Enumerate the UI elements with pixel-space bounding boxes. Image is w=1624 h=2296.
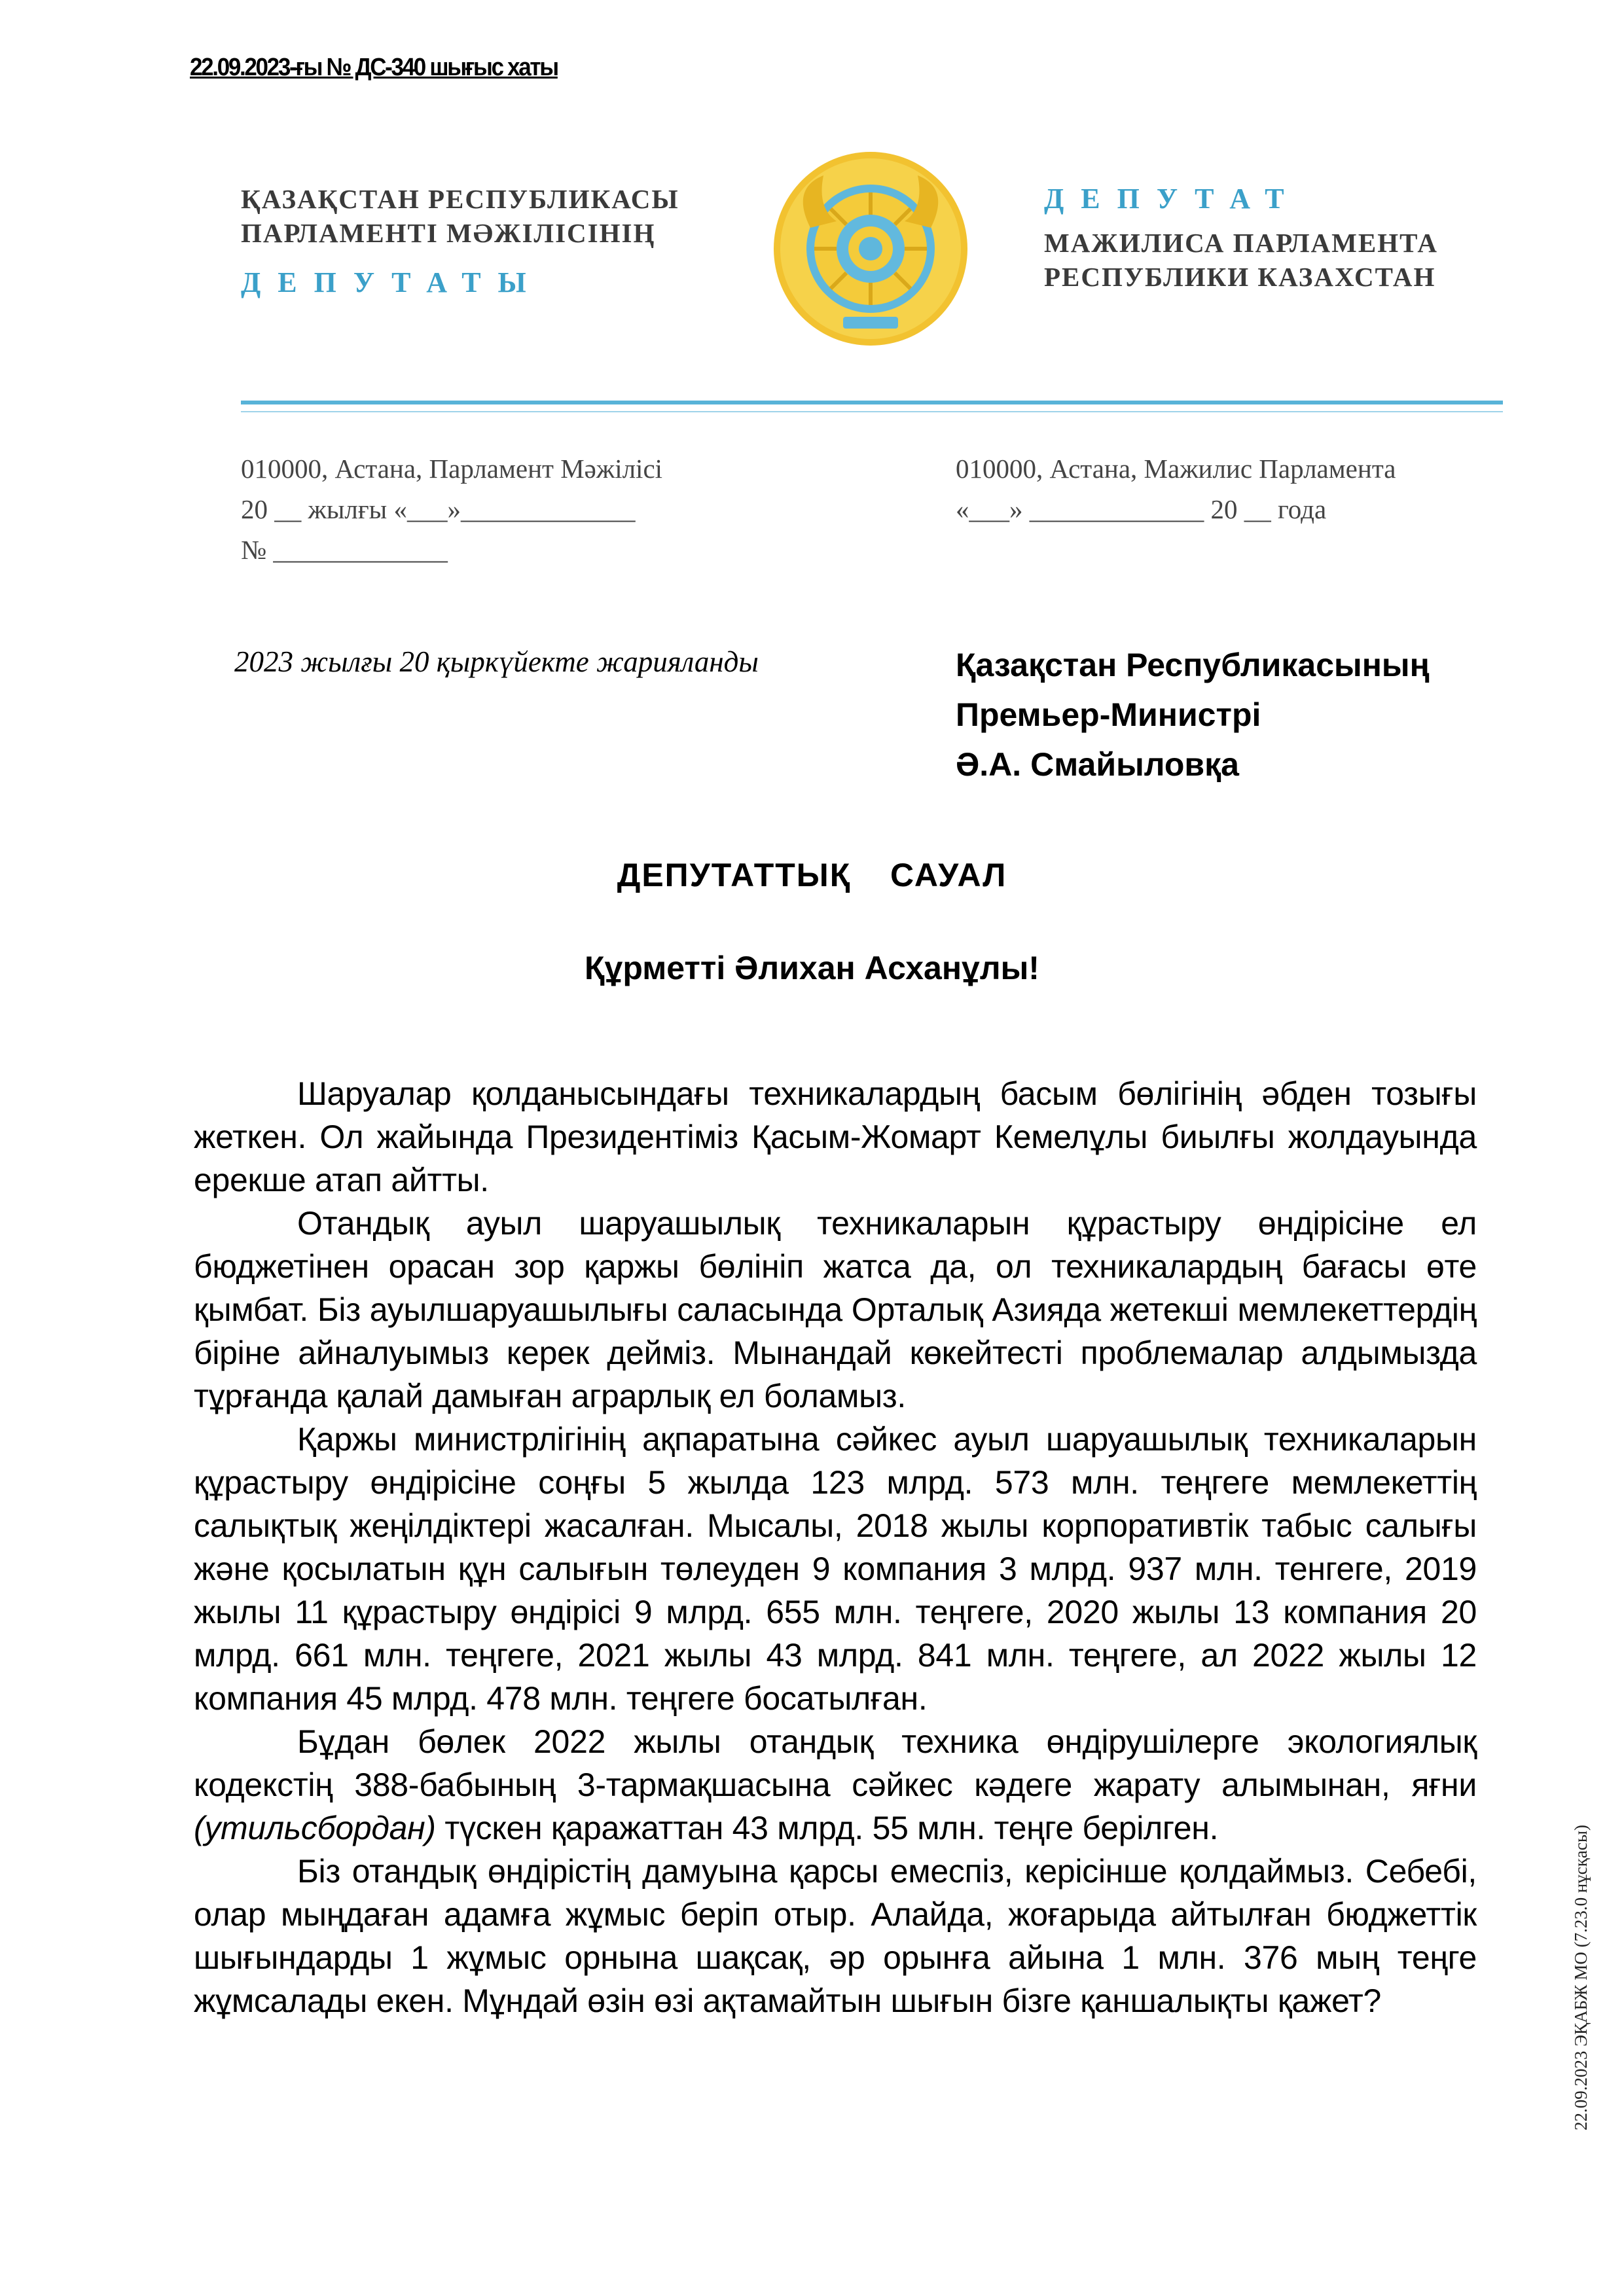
paragraph-4-before: Бұдан бөлек 2022 жылы отандық техника өндірушілерге экологиялық кодекстің 388-бабының 3-тармақшасына сәйкес кәдеге жарату алымынан, яғни	[194, 1723, 1477, 1803]
letterhead-kazakh	[241, 182, 679, 300]
letterhead-right-deputy: ДЕПУТАТ	[1044, 183, 1301, 215]
paragraph-4	[194, 1720, 1477, 1850]
letterhead-left-line2: ПАРЛАМЕНТІ МӘЖІЛІСІНІҢ	[241, 218, 656, 248]
letter-body	[194, 1072, 1477, 2022]
letterhead-left-line1: ҚАЗАҚСТАН РЕСПУБЛИКАСЫ	[241, 184, 679, 214]
paragraph-5: Біз отандық өндірістің дамуына қарсы емеспіз, керісінше қолдаймыз. Себебі, олар мыңдаған адамға жұмыс беріп отыр. Алайда, жоғарыда айтылған бюджеттік шығындарды 1 жұмыс орнына шақсақ, әр орынға айына 1 млн. 376 мың теңге жұмсалады екен. Мұндай өзін өзі ақтамайтын шығын бізге қаншалықты қажет?	[194, 1853, 1477, 2019]
address-right-line2: «___» _____________ 20 __ года	[956, 494, 1327, 524]
letterhead-left-deputy: ДЕПУТАТЫ	[241, 266, 543, 298]
address-left-line2: 20 __ жылғы «___»_____________	[241, 494, 636, 524]
paragraph-3: Қаржы министрлігінің ақпаратына сәйкес ауыл шаруашылық техникаларын құрастыру өндірісіне соңғы 5 жылда 123 млрд. 573 млн. теңгеге мемлекеттің салықтық жеңілдіктері жасалған. Мысалы, 2018 жылы корпоративтік табыс салығы және қосылатын құн салығын төлеуден 9 компания 3 млрд. 937 млн. тенгеге, 2019 жылы 11 құрастыру өндірісі 9 млрд. 655 млн. теңгеге, 2020 жылы 13 компания 20 млрд. 661 млн. теңгеге, 2021 жылы 43 млрд. 841 млн. теңгеге, ал 2022 жылы 12 компания 45 млрд. 478 млн. теңгеге босатылған.	[194, 1421, 1477, 1717]
address-block-kazakh	[241, 448, 662, 570]
header-divider-thin	[241, 411, 1503, 412]
address-right-line1: 010000, Астана, Мажилис Парламента	[956, 454, 1396, 484]
letterhead-right-line1: МАЖИЛИСА ПАРЛАМЕНТА	[1044, 228, 1439, 258]
addressee-line2: Премьер-Министрі	[956, 696, 1261, 733]
state-emblem-icon	[771, 149, 970, 348]
letterhead-right-line2: РЕСПУБЛИКИ КАЗАХСТАН	[1044, 262, 1436, 292]
published-note: 2023 жылғы 20 қыркүйекте жарияланды	[234, 645, 759, 678]
address-left-line3: № _____________	[241, 535, 448, 565]
paragraph-1: Шаруалар қолданысындағы техникалардың басым бөлігінің әбден тозығы жеткен. Ол жайында Президентіміз Қасым-Жомарт Кемелұлы биылғы жолдауында ерекше атап айтты.	[194, 1075, 1477, 1198]
address-block-russian	[956, 448, 1396, 529]
addressee-block	[956, 640, 1430, 789]
letterhead-right-deputy-wrap	[1044, 182, 1301, 215]
addressee-line1: Қазақстан Республикасының	[956, 647, 1430, 683]
greeting: Құрметті Әлихан Асханұлы!	[585, 950, 1039, 986]
paragraph-4-after: түскен қаражаттан 43 млрд. 55 млн. теңге берілген.	[435, 1810, 1219, 1846]
letterhead-russian	[1044, 226, 1438, 294]
document-title: ДЕПУТАТТЫҚ САУАЛ	[617, 857, 1007, 893]
header-divider	[241, 401, 1503, 404]
side-registration-stamp: 22.09.2023 ЭҚАБЖ МО (7.23.0 нұсқасы)	[1571, 1824, 1591, 2130]
outgoing-reference: 22.09.2023-ғы № ДС-340 шығыс хаты	[190, 54, 558, 81]
paragraph-2: Отандық ауыл шаруашылық техникаларын құрастыру өндірісіне ел бюджетінен орасан зор қаржы бөлініп жатса да, ол техникалардың бағасы өте қымбат. Біз ауылшаруашылығы саласында Орталық Азияда жетекші мемлекеттердің біріне айналуымыз керек дейміз. Мынандай көкейтесті проблемалар алдымызда тұрғанда қалай дамыған аграрлық ел боламыз.	[194, 1205, 1477, 1414]
paragraph-4-italic: (утильсбордан)	[194, 1810, 436, 1846]
addressee-line3: Ә.А. Смайыловқа	[956, 746, 1239, 783]
address-left-line1: 010000, Астана, Парламент Мәжілісі	[241, 454, 663, 484]
